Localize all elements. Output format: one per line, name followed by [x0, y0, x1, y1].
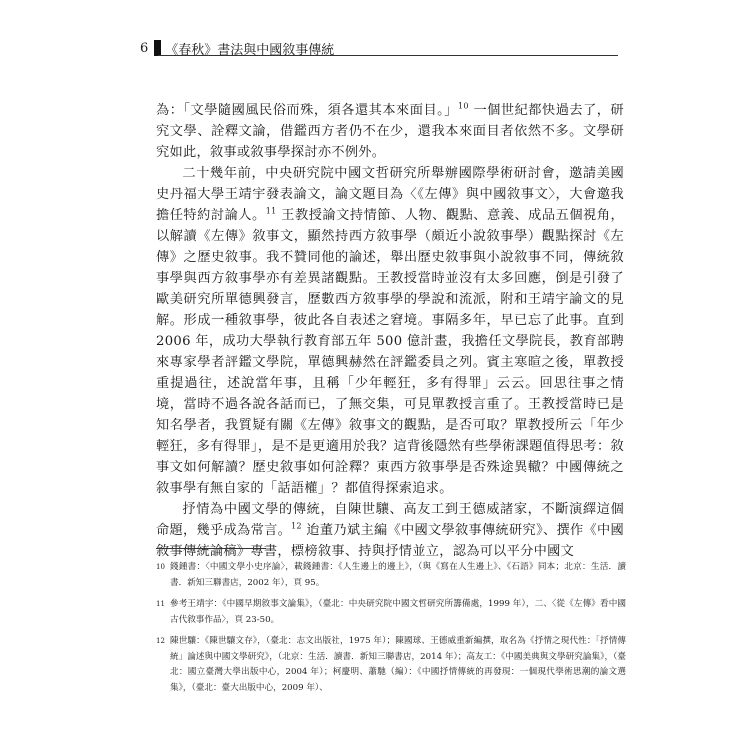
footnotes [156, 560, 626, 702]
footnote-ref-10[interactable]: 10 [457, 101, 469, 111]
footnote-11 [156, 597, 626, 628]
footnote-text: 錢鍾書：〈中國文學小史序論〉，載錢鍾書：《人生邊上的邊上》，（與《寫在人生邊上》、《石語》同本；北京：生活．讀書．新知三聯書店，2002 年），頁 95。 [170, 562, 626, 588]
paragraph-3 [156, 499, 624, 562]
header-rule [158, 55, 618, 56]
footnote-ref-11[interactable]: 11 [265, 206, 277, 216]
footnote-10 [156, 560, 626, 591]
footnote-rule [156, 548, 266, 549]
paragraph-2 [156, 163, 624, 499]
body-text [156, 100, 624, 562]
paragraph-1 [156, 100, 624, 163]
header-marker [154, 40, 161, 56]
paragraph-1-text-after: 一個世紀都快過去了，研究文學、詮釋文論，借鑑西方者仍不在少，還我本來面目者依然不多。文學研究如此，敘事或敘事學探討亦不例外。 [156, 103, 624, 160]
footnote-text: 陳世驤：《陳世驤文存》，（臺北：志文出版社，1975 年）；陳國球、王德威重新編撰，取名為《抒情之現代性：「抒情傳統」論述與中國文學研究》，（北京：生活．讀書．新知三聯書店，2014 年）；高友工：《中國美典與文學研究論集》，（臺北：國立臺灣大學出版中心，2004 年）；柯慶明、蕭馳（編）：《中國抒情傳統的再發現：一個現代學術思潮的論文選集》，（臺北：臺大出版中心，2009 年）、 [170, 636, 626, 693]
footnote-12 [156, 634, 626, 696]
paragraph-2-text: 二十幾年前，中央研究院中國文哲研究所舉辦國際學術研討會，邀請美國史丹福大學王靖宇發表論文，論文題目為〈《左傳》與中國敘事文〉，大會邀我擔任特約討論人。 [156, 166, 624, 223]
paragraph-3-text: 抒情為中國文學的傳統，自陳世驤、高友工到王德威諸家，不斷演繹這個命題，幾乎成為常言。 [156, 502, 624, 538]
paragraph-2-text-after: 王教授論文持情節、人物、觀點、意義、成品五個視角，以解讀《左傳》敘事文，顯然持西方敘事學（頗近小說敘事學）觀點探討《左傳》之歷史敘事。我不贊同他的論述，舉出歷史敘事與小說敘事不同，傳統敘事學與西方敘事學亦有差異諸觀點。王教授當時並沒有太多回應，倒是引發了歐美研究所單德興發言，歷數西方敘事學的學說和流派，附和王靖宇論文的見解。形成一種敘事學，彼此各自表述之窘境。事隔多年，早已忘了此事。直到 2006 年，成功大學執行教育部五年 500 億計畫，我擔任文學院長，教育部聘來專家學者評鑑文學院，單德興赫然在評鑑委員之列。賓主寒暄之後，單教授重提過往，述說當年事，且稱「少年輕狂，多有得罪」云云。回思往事之情境，當時不過各說各話而已，了無交集，可見單教授言重了。王教授當時已是知名學者，我質疑有關《左傳》敘事文的觀點，是否可取？單教授所云「年少輕狂，多有得罪」，是不是更適用於我？這背後隱然有些學術課題值得思考：敘事文如何解讀？歷史敘事如何詮釋？東西方敘事學是否殊途異轍？中國傳統之敘事學有無自家的「話語權」？都值得探索追求。 [156, 208, 624, 496]
footnote-ref-12[interactable]: 12 [291, 521, 302, 531]
footnote-number: 10 [156, 563, 165, 571]
footnote-text: 參考王靖宇：《中國早期敘事文論集》，（臺北：中央研究院中國文哲研究所籌備處，1999 年），二、〈從《左傳》看中國古代敘事作品〉，頁 23-50。 [170, 599, 626, 625]
paragraph-3-text-after: 迨董乃斌主編《中國文學敘事傳統研究》、撰作《中國敘事傳統論稿》專書，標榜敘事、持與抒情並立，認為可以平分中國文 [156, 523, 625, 559]
paragraph-1-text: 為：「文學隨國風民俗而殊，須各還其本來面目。」 [156, 103, 458, 118]
page-number: 6 [140, 40, 149, 56]
footnote-number: 11 [156, 600, 165, 608]
running-title: 《春秋》書法與中國敘事傳統 [165, 42, 335, 58]
footnote-number: 12 [156, 637, 165, 645]
